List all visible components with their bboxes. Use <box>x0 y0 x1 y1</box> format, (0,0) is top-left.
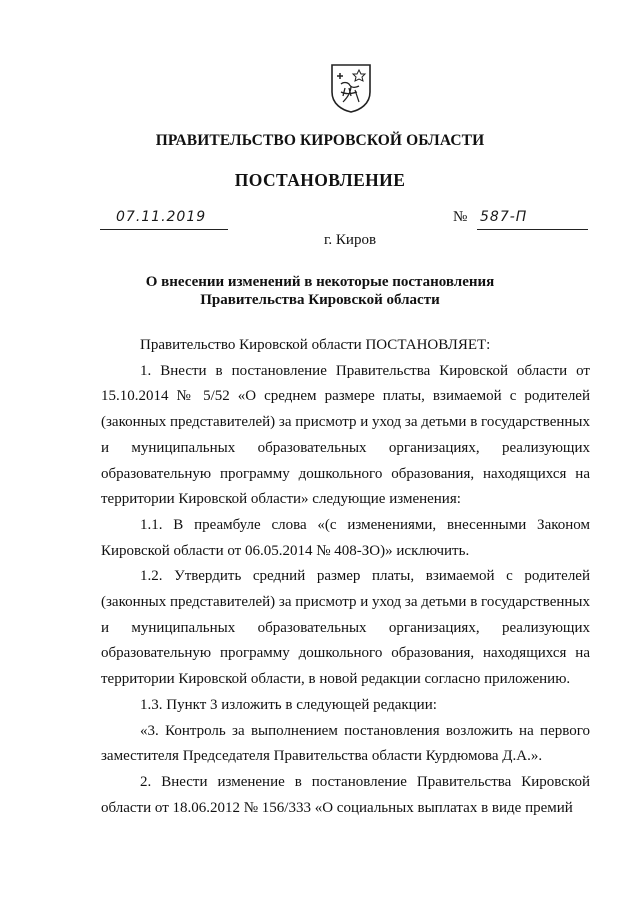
body-paragraph: 1.3. Пункт 3 изложить в следующей редакции: <box>140 696 437 713</box>
document-type-title: ПОСТАНОВЛЕНИЕ <box>234 170 406 190</box>
document-date-field <box>100 207 228 230</box>
document-number: 587-П <box>480 209 528 225</box>
document-subject <box>0 274 640 309</box>
body-paragraph: Правительство Кировской области ПОСТАНОВЛЯЕТ: <box>140 337 491 353</box>
document-date: 07.11.2019 <box>116 209 207 225</box>
number-sign: № <box>453 209 468 225</box>
document-number-field <box>453 207 588 229</box>
body-paragraph: 1.1. В преамбуле слова «(с изменениями, внесенными Законом Кировской области от 06.05.2014 № 408-ЗО)» исключить. <box>101 516 590 559</box>
body-paragraph: 1. Внести в постановление Правительства Кировской области от 15.10.2014 № 5/52 «О среднем размере платы, взимаемой с родителей (законных представителей) за присмотр и уход за детьми в государственных и муниципальных образовательных организациях, реализующих образовательную программу дошкольного образования, находящихся на территории Кировской области» следующие изменения: <box>101 362 590 508</box>
body-paragraph: «3. Контроль за выполнением постановления возложить на первого заместителя Председателя Правительства области Курдюмова Д.А.». <box>101 722 590 765</box>
subject-line-1: О внесении изменений в некоторые постановления <box>145 274 495 290</box>
city-label: г. Киров <box>323 232 377 248</box>
coat-of-arms-icon <box>329 62 373 114</box>
subject-line-2: Правительства Кировской области <box>200 291 440 308</box>
body-paragraph: 1.2. Утвердить средний размер платы, взимаемой с родителей (законных представителей) за присмотр и уход за детьми в государственных и муниципальных образовательных организациях, реализующих образовательную программу дошкольного образования, находящихся на территории Кировской области, в новой редакции согласно приложению. <box>101 568 590 688</box>
body-paragraph: 2. Внести изменение в постановление Правительства Кировской области от 18.06.2012 № 156/333 «О социальных выплатах в виде премий <box>101 773 590 816</box>
organization-title: ПРАВИТЕЛЬСТВО КИРОВСКОЙ ОБЛАСТИ <box>155 132 485 149</box>
number-underline <box>477 207 588 230</box>
document-body <box>101 333 590 821</box>
